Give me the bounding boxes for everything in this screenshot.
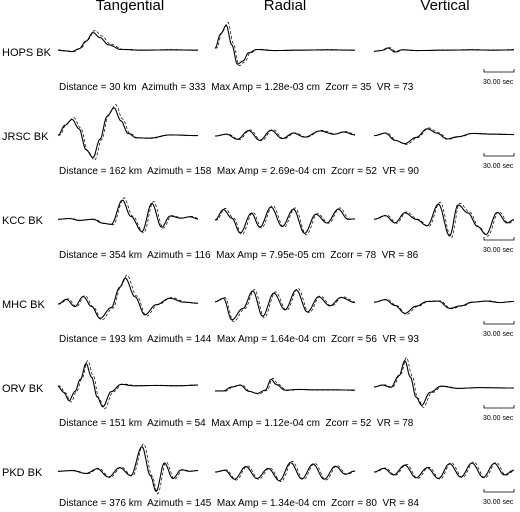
data-waveform-tangential xyxy=(58,108,198,158)
data-waveform-tangential xyxy=(58,200,198,231)
time-scale-bar xyxy=(484,69,514,72)
time-scale-label: 30.00 sec xyxy=(483,415,514,422)
time-scale-label: 30.00 sec xyxy=(483,163,514,170)
synthetic-waveform-radial xyxy=(215,206,355,235)
data-waveform-vertical xyxy=(374,463,514,478)
synthetic-waveform-tangential xyxy=(58,444,198,494)
station-info: Distance = 151 km Azimuth = 54 Max Amp = 1.12e-04 cm Zcorr = 52 VR = 78 xyxy=(59,418,414,429)
column-header-tangential: Tangential xyxy=(95,0,165,14)
time-scale-label: 30.00 sec xyxy=(483,247,514,254)
synthetic-waveform-vertical xyxy=(374,128,514,145)
time-scale-bar xyxy=(484,321,514,324)
data-waveform-radial xyxy=(215,207,355,233)
data-waveform-radial xyxy=(215,130,355,140)
data-waveform-radial xyxy=(215,379,355,393)
time-scale-label: 30.00 sec xyxy=(483,79,514,86)
time-scale-bar xyxy=(484,153,514,156)
synthetic-waveform-tangential xyxy=(58,105,198,161)
data-waveform-tangential xyxy=(58,447,198,492)
data-waveform-vertical xyxy=(374,300,514,314)
station-info: Distance = 376 km Azimuth = 145 Max Amp = 1.34e-04 cm Zcorr = 80 VR = 84 xyxy=(59,498,419,509)
station-label: ORV BK xyxy=(2,383,44,395)
station-info: Distance = 162 km Azimuth = 158 Max Amp = 2.69e-04 cm Zcorr = 52 VR = 90 xyxy=(59,166,419,177)
station-info: Distance = 30 km Azimuth = 333 Max Amp = 1.28e-03 cm Zcorr = 35 VR = 73 xyxy=(59,82,414,93)
data-waveform-vertical xyxy=(374,129,514,144)
column-header-vertical: Vertical xyxy=(420,0,470,14)
data-waveform-radial xyxy=(215,463,355,481)
data-waveform-radial xyxy=(215,25,355,64)
time-scale-bar xyxy=(484,489,514,492)
station-label: HOPS BK xyxy=(2,47,51,59)
time-scale-bar xyxy=(484,237,514,240)
data-waveform-vertical xyxy=(374,48,514,52)
time-scale-bar xyxy=(484,405,514,408)
data-waveform-tangential xyxy=(58,278,198,318)
station-label: JRSC BK xyxy=(2,131,49,143)
station-info: Distance = 193 km Azimuth = 144 Max Amp = 1.64e-04 cm Zcorr = 56 VR = 93 xyxy=(59,334,419,345)
data-waveform-vertical xyxy=(374,204,514,236)
station-label: MHC BK xyxy=(2,299,45,311)
station-label: KCC BK xyxy=(2,215,43,227)
data-waveform-tangential xyxy=(58,33,198,52)
synthetic-waveform-tangential xyxy=(58,198,198,233)
column-header-radial: Radial xyxy=(263,0,307,14)
station-label: PKD BK xyxy=(2,467,43,479)
time-scale-label: 30.00 sec xyxy=(483,499,514,506)
data-waveform-vertical xyxy=(374,361,514,406)
time-scale-label: 30.00 sec xyxy=(483,331,514,338)
station-info: Distance = 354 km Azimuth = 116 Max Amp = 7.95e-05 cm Zcorr = 78 VR = 86 xyxy=(59,250,419,261)
